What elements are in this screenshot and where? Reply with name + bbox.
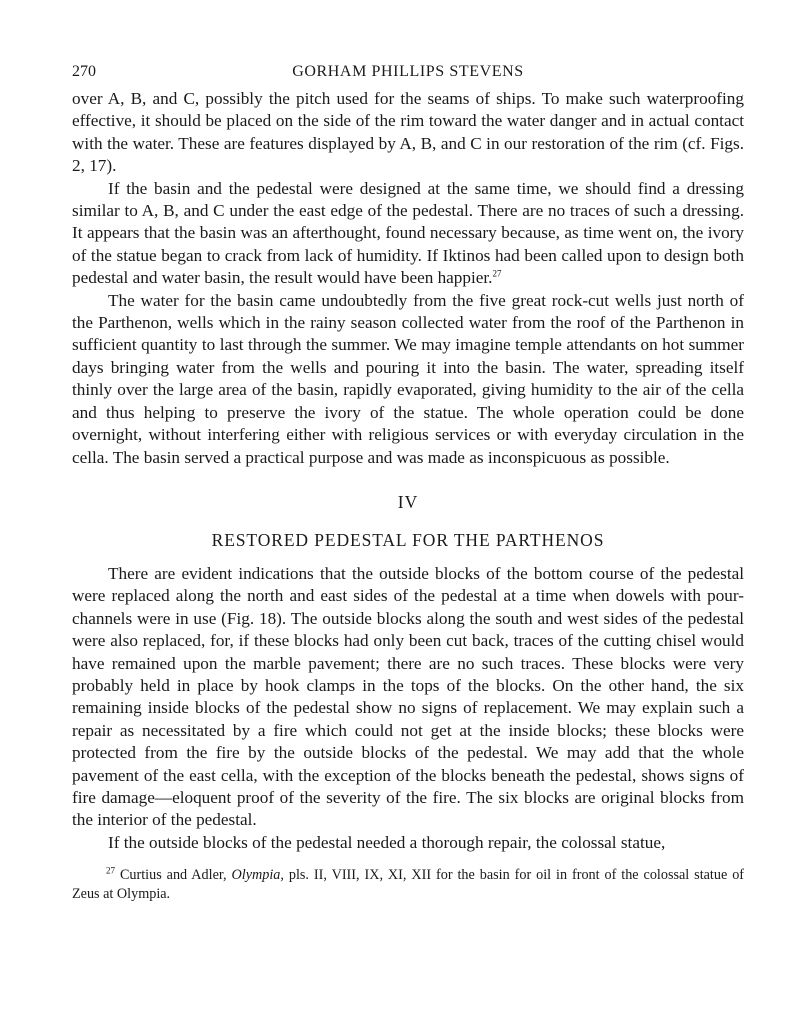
section-number: IV bbox=[397, 491, 419, 512]
running-title: GORHAM PHILLIPS STEVENS bbox=[292, 63, 524, 80]
paragraph-continued: over A, B, and C, possibly the pitch used for the seams of ships. To make such waterproofing effective, it should be placed on the side of the rim toward the water danger and in actual contact with the water. These are features displayed by A, B, and C in our restoration of the rim (cf. Figs. 2, 17). bbox=[72, 89, 744, 176]
footnote bbox=[72, 866, 744, 904]
footnote-text-before: Curtius and Adler, bbox=[119, 867, 232, 884]
paragraph-pedestal-blocks: There are evident indications that the outside blocks of the bottom course of the pedestal were replaced along the north and east sides of the pedestal at a time when dowels with pour-channels were in use (Fig. 18). The outside blocks along the south and west sides of the pedestal were also replaced, for, if these blocks had only been cut back, traces of the cutting chisel would have remained upon the marble pavement; there are no such traces. These blocks were very probably held in place by hook clamps in the tops of the blocks. On the other hand, the six remaining inside blocks of the pedestal show no signs of replacement. We may explain such a repair as necessitated by a fire which could not get at the inside blocks; these blocks were protected from the fire by the outside blocks of the pedestal. We may add that the whole pavement of the east cella, with the exception of the blocks beneath the pedestal, shows signs of fire damage—eloquent proof of the severity of the fire. The six blocks are original blocks from the interior of the pedestal. bbox=[72, 563, 744, 830]
paragraph-basin-afterthought bbox=[72, 178, 744, 290]
page-number: 270 bbox=[72, 63, 96, 80]
running-head bbox=[72, 56, 744, 88]
page bbox=[72, 56, 744, 904]
footnote-italic-title: Olympia, bbox=[231, 867, 284, 884]
footnote-text bbox=[72, 866, 744, 904]
paragraph-text: If the basin and the pedestal were designed at the same time, we should find a dressing similar to A, B, and C under the east edge of the pedestal. There are no traces of such a dressing. It appears that the basin was an afterthought, found necessary because, as time went on, the ivory of the statue began to crack from lack of humidity. If Iktinos had been called upon to design both pedestal and water basin, the result would have been happier. bbox=[72, 178, 744, 288]
section-title: RESTORED PEDESTAL FOR THE PARTHENOS bbox=[211, 529, 605, 550]
body-text bbox=[72, 88, 744, 854]
footnote-reference: 27 bbox=[492, 268, 502, 279]
paragraph-water-source: The water for the basin came undoubtedly from the five great rock-cut wells just north of the Parthenon, wells which in the rainy season collected water from the roof of the Parthenon in sufficient quantity to last through the summer. We may imagine temple attendants on hot summer days bringing water from the wells and pouring it into the basin. The water, spreading itself thinly over the large area of the basin, rapidly evaporated, giving humidity to the air of the cella and thus helping to preserve the ivory of the statue. The whole operation could be done overnight, without interfering either with religious services or with everyday circulation in the cella. The basin served a practical purpose and was made as inconspicuous as possible. bbox=[72, 290, 744, 467]
footnote-marker: 27 bbox=[106, 865, 115, 876]
footnote-text-after: pls. II, VIII, IX, XI, XII for the basin for oil in front of the colossal statue of Zeus at Olympia. bbox=[72, 867, 745, 903]
paragraph-repair: If the outside blocks of the pedestal needed a thorough repair, the colossal statue, bbox=[108, 832, 666, 852]
